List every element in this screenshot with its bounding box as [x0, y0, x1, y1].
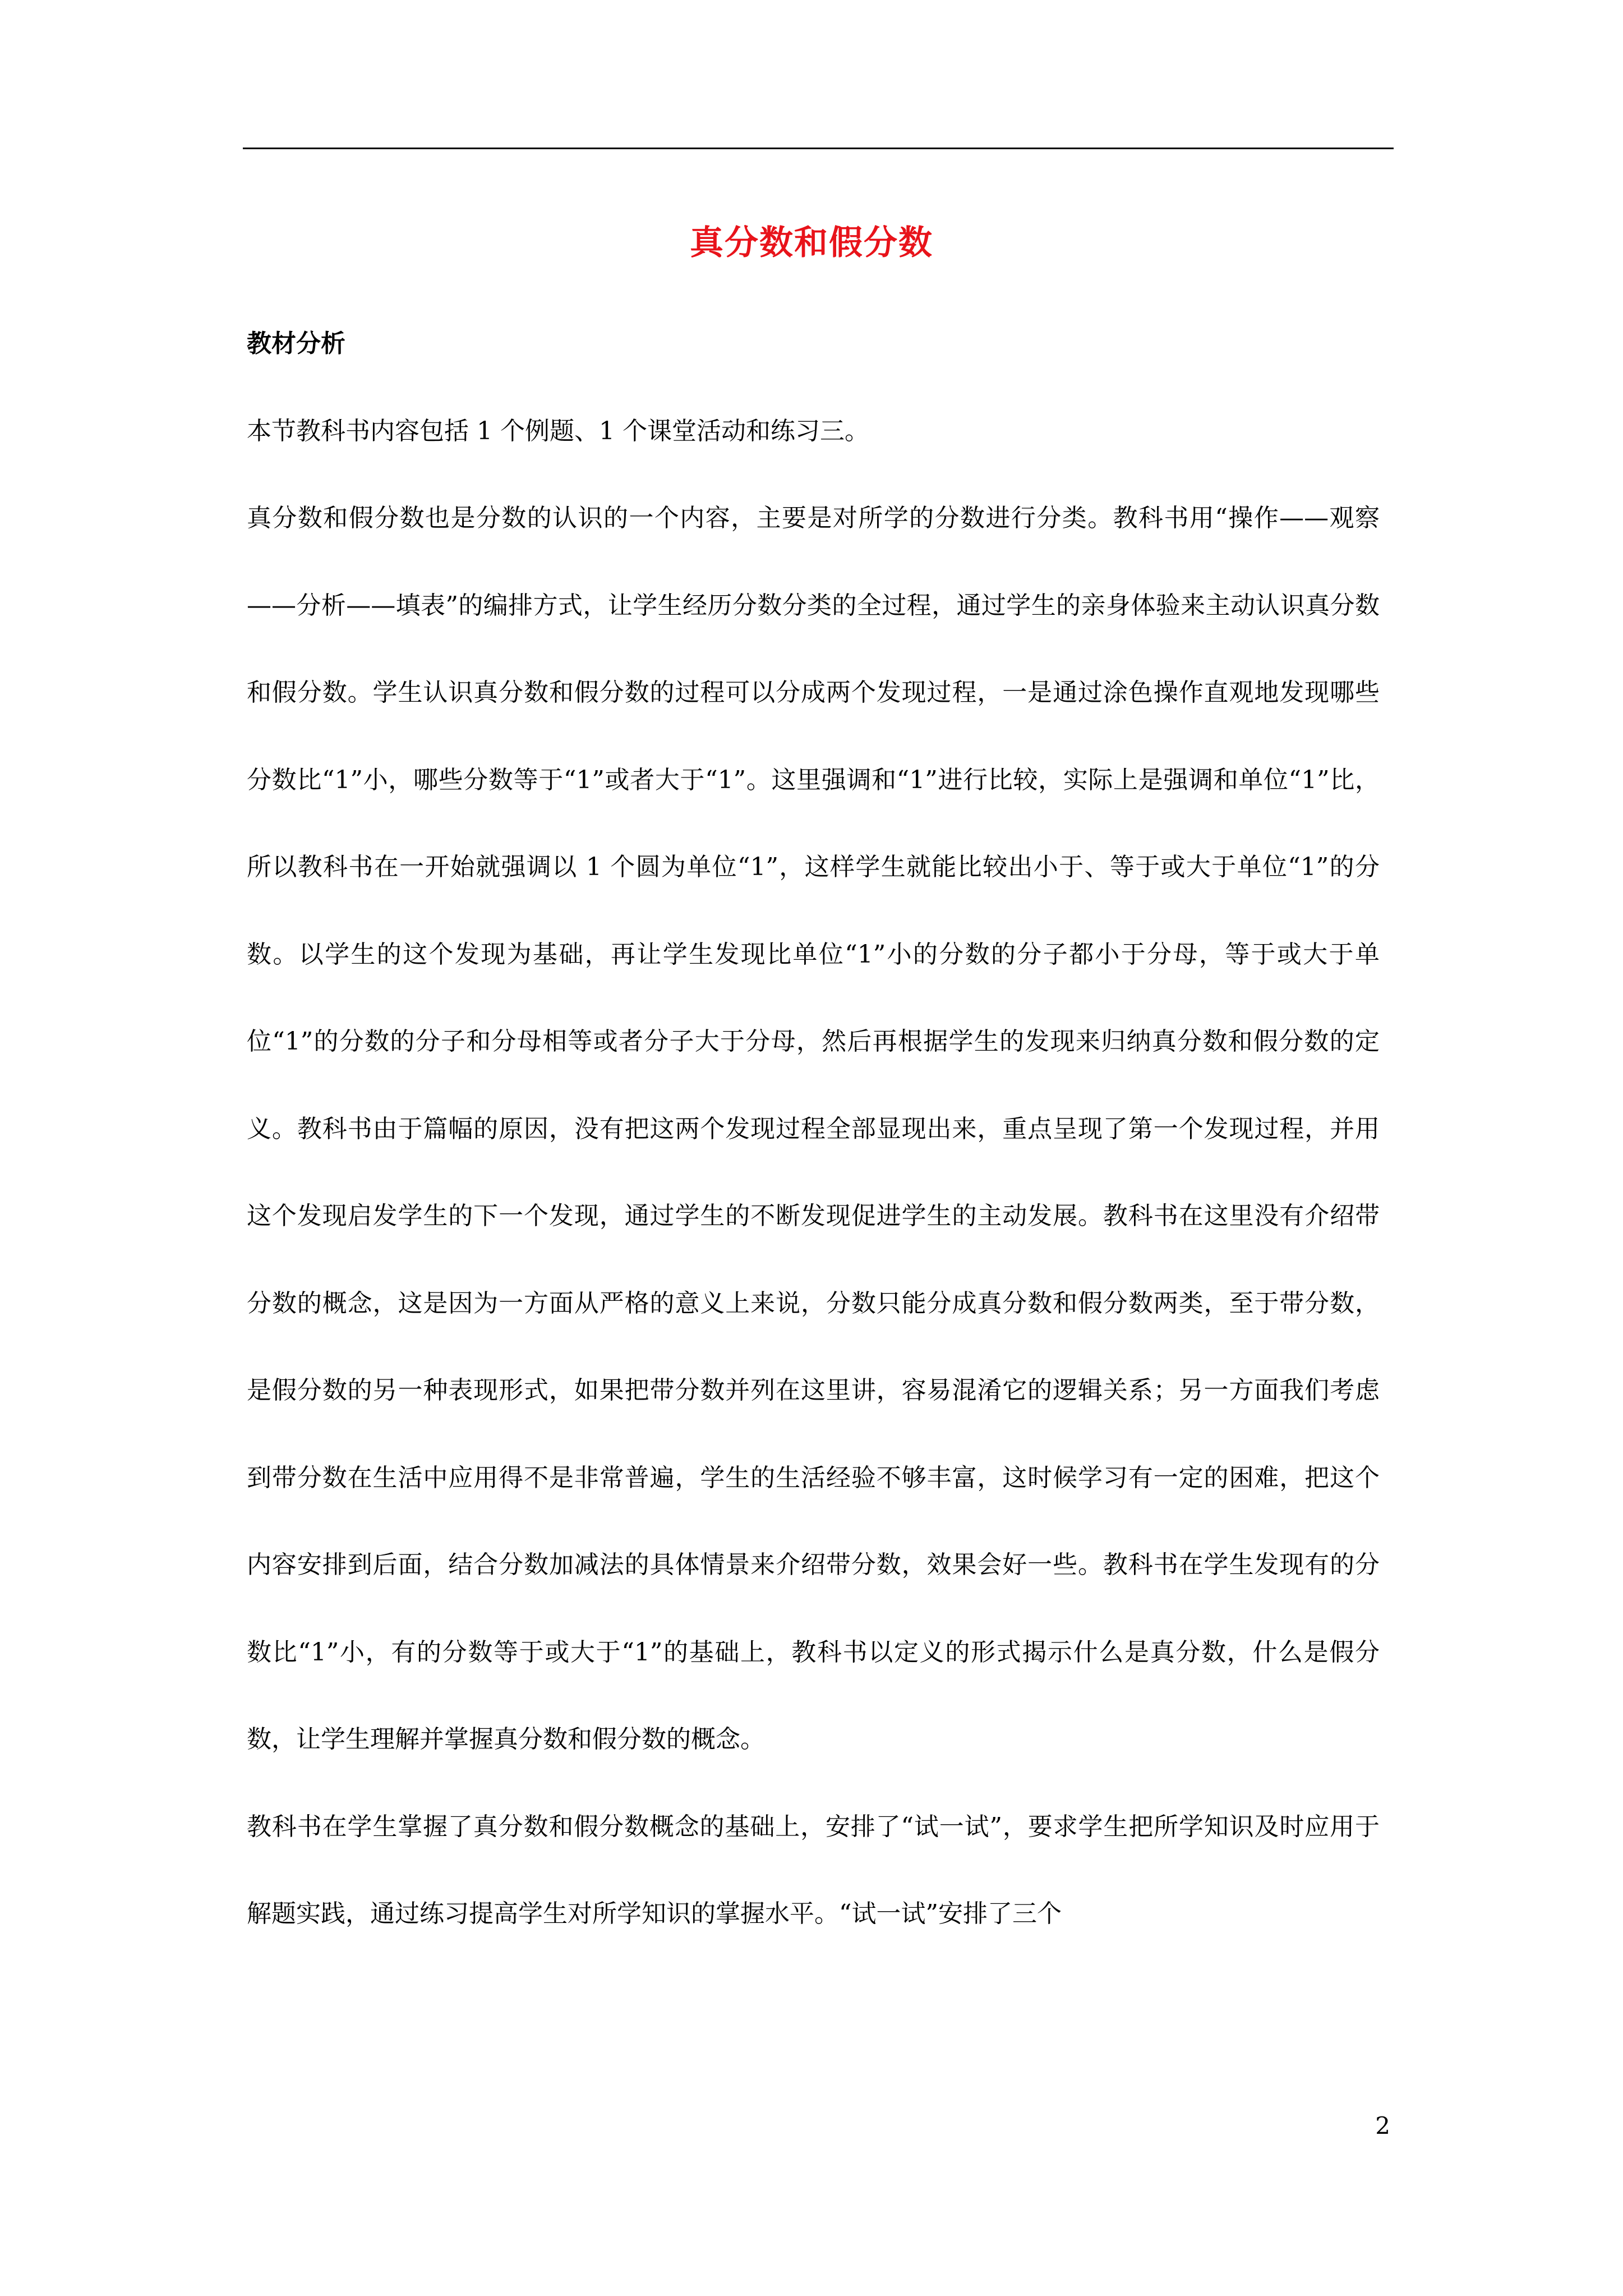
header-rule — [243, 148, 1394, 149]
paragraph-analysis: 真分数和假分数也是分数的认识的一个内容，主要是对所学的分数进行分类。教科书用“操作——观察——分析——填表”的编排方式，让学生经历分数分类的全过程，通过学生的亲身体验来主动认识真分数和假分数。学生认识真分数和假分数的过程可以分成两个发现过程，一是通过涂色操作直观地发现哪些分数比“1”小，哪些分数等于“1”或者大于“1”。这里强调和“1”进行比较，实际上是强调和单位“1”比，所以教科书在一开始就强调以 1 个圆为单位“1”，这样学生就能比较出小于、等于或大于单位“1”的分数。以学生的这个发现为基础，再让学生发现比单位“1”小的分数的分子都小于分母，等于或大于单位“1”的分数的分子和分母相等或者分子大于分母，然后再根据学生的发现来归纳真分数和假分数的定义。教科书由于篇幅的原因，没有把这两个发现过程全部显现出来，重点呈现了第一个发现过程，并用这个发现启发学生的下一个发现，通过学生的不断发现促进学生的主动发展。教科书在这里没有介绍带分数的概念，这是因为一方面从严格的意义上来说，分数只能分成真分数和假分数两类，至于带分数，是假分数的另一种表现形式，如果把带分数并列在这里讲，容易混淆它的逻辑关系；另一方面我们考虑到带分数在生活中应用得不是非常普遍，学生的生活经验不够丰富，这时候学习有一定的困难，把这个内容安排到后面，结合分数加减法的具体情景来介绍带分数，效果会好一些。教科书在学生发现有的分数比“1”小，有的分数等于或大于“1”的基础上，教科书以定义的形式揭示什么是真分数，什么是假分数，让学生理解并掌握真分数和假分数的概念。 — [247, 504, 1380, 1754]
section-heading: 教材分析 — [247, 329, 345, 358]
paragraph-intro: 本节教科书内容包括 1 个例题、1 个课堂活动和练习三。 — [247, 416, 869, 445]
page-number: 2 — [1375, 2112, 1390, 2139]
paragraph-try-it: 教科书在学生掌握了真分数和假分数概念的基础上，安排了“试一试”，要求学生把所学知识及时应用于解题实践，通过练习提高学生对所学知识的掌握水平。“试一试”安排了三个 — [247, 1812, 1380, 1928]
page-title: 真分数和假分数 — [690, 223, 933, 263]
document-body — [247, 300, 1380, 1958]
